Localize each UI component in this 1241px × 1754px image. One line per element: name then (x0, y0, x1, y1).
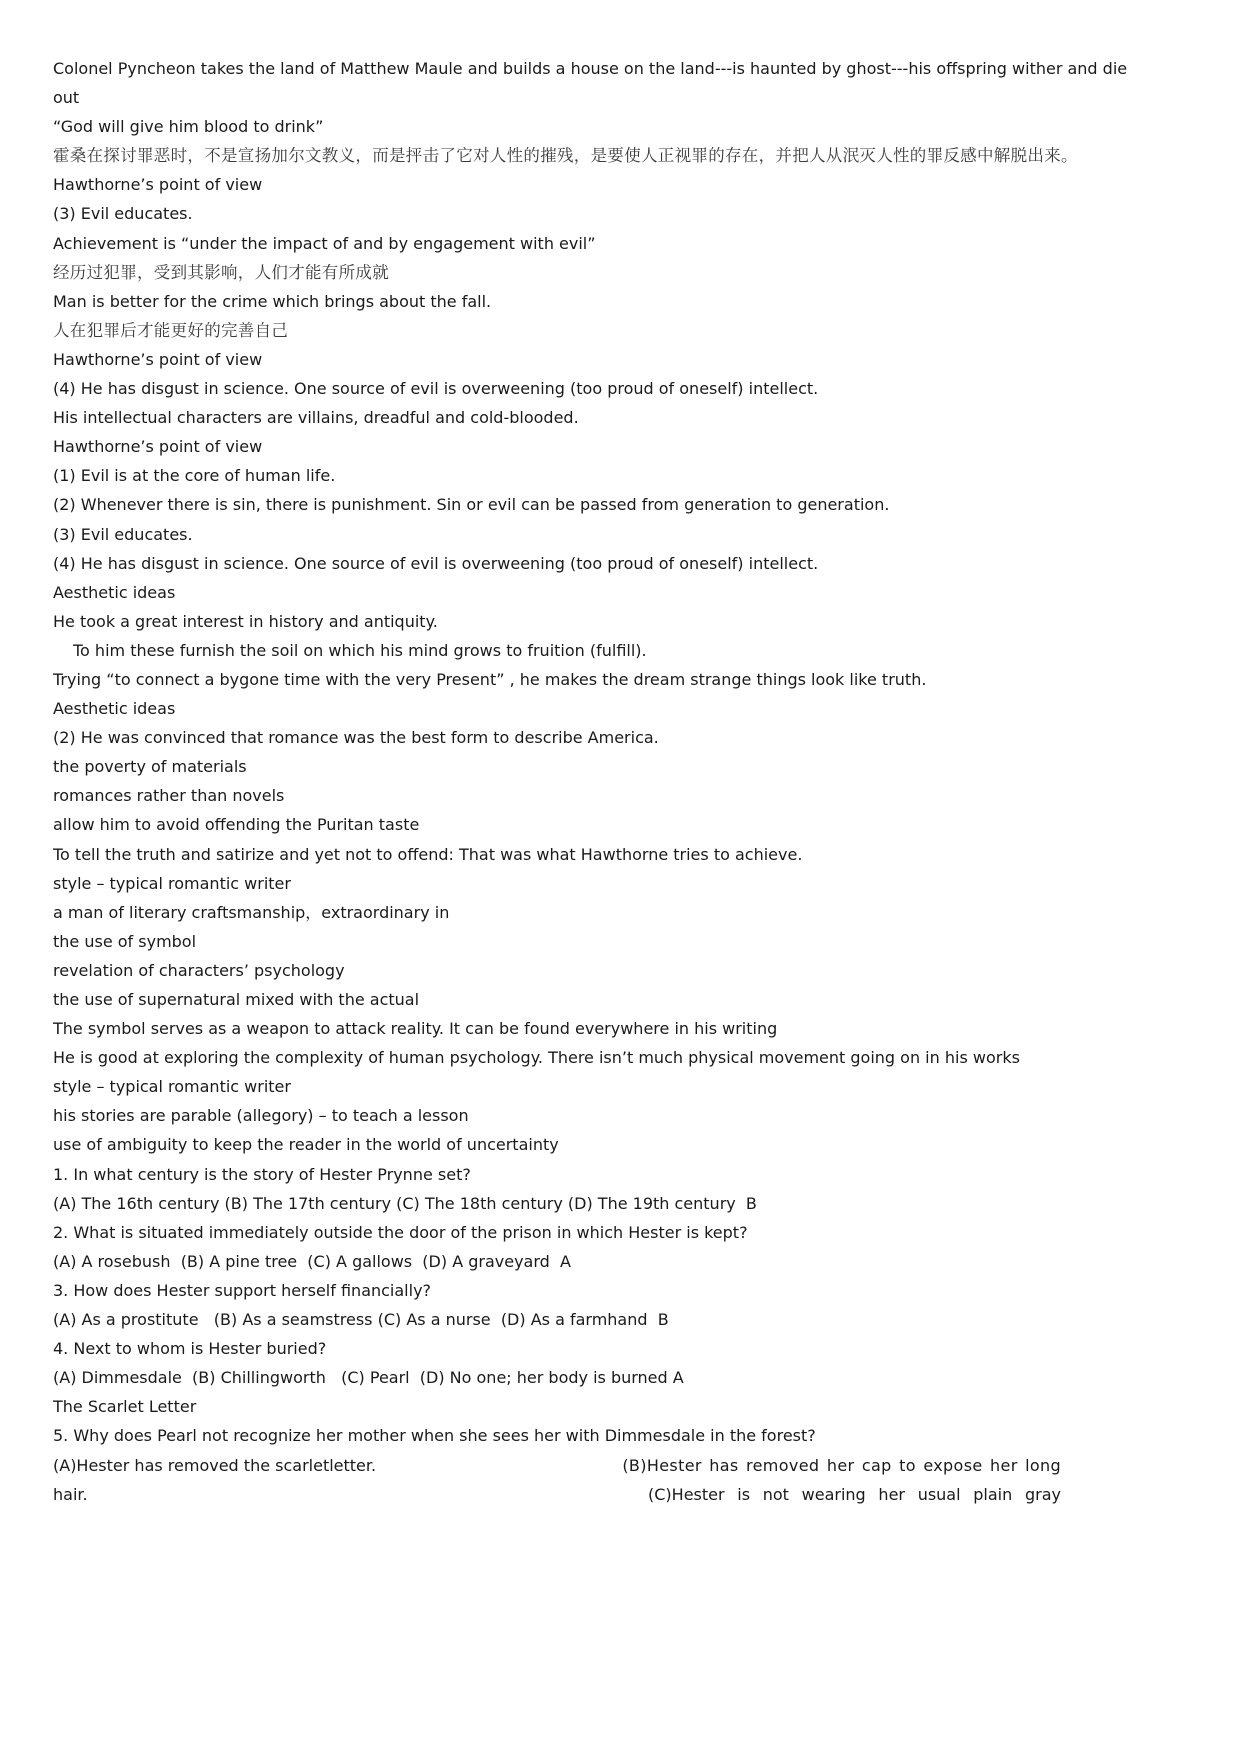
q5-options-row-1 (53, 1451, 1061, 1480)
text-line: style – typical romantic writer (53, 1077, 291, 1097)
chinese-text-line: 霍桑在探讨罪恶时，不是宣扬加尔文教义，而是抨击了它对人性的摧残，是要使人正视罪的存在，并把人从泯灭人性的罪反感中解脱出来。 (53, 146, 1078, 166)
q5-option-c-word: (C)Hester (648, 1484, 725, 1504)
text-line: Hawthorne’s point of view (53, 175, 263, 195)
text-line: (A) The 16th century (B) The 17th century (C) The 18th century (D) The 19th century B (53, 1193, 757, 1213)
text-line: 1. In what century is the story of Hester Prynne set? (53, 1164, 471, 1184)
text-line: (A) As a prostitute (B) As a seamstress (C) As a nurse (D) As a farmhand B (53, 1310, 669, 1330)
text-line: (4) He has disgust in science. One source of evil is overweening (too proud of oneself) intellect. (53, 379, 819, 399)
text-line: the use of supernatural mixed with the actual (53, 990, 420, 1009)
text-line: 2. What is situated immediately outside the door of the prison in which Hester is kept? (53, 1222, 748, 1242)
text-line: “God will give him blood to drink” (53, 117, 324, 137)
text-line: out (53, 88, 80, 108)
q5-option-a: (A)Hester has removed the scarletletter. (53, 1455, 377, 1475)
text-line: The Scarlet Letter (53, 1397, 197, 1417)
q5-option-c (648, 1480, 1061, 1509)
text-line: To tell the truth and satirize and yet not to offend: That was what Hawthorne tries to achieve. (53, 844, 803, 864)
text-line: Achievement is “under the impact of and by engagement with evil” (53, 233, 596, 253)
text-line: (A) Dimmesdale (B) Chillingworth (C) Pearl (D) No one; her body is burned A (53, 1368, 684, 1388)
q5-option-c-word: is (737, 1484, 751, 1504)
text-line: the poverty of materials (53, 757, 247, 777)
text-line: Aesthetic ideas (53, 582, 176, 602)
text-line: (2) He was convinced that romance was the best form to describe America. (53, 728, 659, 748)
text-line: He took a great interest in history and antiquity. (53, 611, 438, 631)
chinese-text-line: 人在犯罪后才能更好的完善自己 (53, 320, 289, 340)
document-page (53, 54, 1128, 1509)
text-line: revelation of characters’ psychology (53, 960, 345, 980)
document-body (53, 54, 1128, 1451)
text-line: (A) A rosebush (B) A pine tree (C) A gallows (D) A graveyard A (53, 1251, 571, 1271)
text-line: use of ambiguity to keep the reader in the world of uncertainty (53, 1135, 559, 1155)
text-line: (3) Evil educates. (53, 204, 193, 224)
text-line: (3) Evil educates. (53, 524, 193, 544)
q5-option-c-word: gray (1024, 1484, 1061, 1504)
text-line: The symbol serves as a weapon to attack reality. It can be found everywhere in his writing (53, 1019, 778, 1039)
text-line: Aesthetic ideas (53, 699, 176, 719)
text-line: allow him to avoid offending the Puritan taste (53, 815, 420, 835)
q5-option-c-word: not (762, 1484, 789, 1504)
q5-option-c-word: usual (917, 1484, 961, 1504)
text-line: His intellectual characters are villains, dreadful and cold-blooded. (53, 408, 579, 428)
chinese-text-line: 经历过犯罪，受到其影响，人们才能有所成就 (53, 262, 389, 282)
text-line: Hawthorne’s point of view (53, 437, 263, 457)
text-line: He is good at exploring the complexity of human psychology. There isn’t much physical movement going on in his works (53, 1048, 1020, 1068)
text-line: Man is better for the crime which brings about the fall. (53, 291, 492, 311)
text-line: (4) He has disgust in science. One source of evil is overweening (too proud of oneself) intellect. (53, 553, 819, 573)
text-line: the use of symbol (53, 931, 197, 951)
q5-option-b-continued: hair. (53, 1484, 88, 1504)
text-line: 4. Next to whom is Hester buried? (53, 1339, 327, 1359)
text-line: a man of literary craftsmanship，extraordinary in (53, 902, 450, 922)
text-line: (2) Whenever there is sin, there is punishment. Sin or evil can be passed from generation to generation. (53, 495, 890, 515)
text-line: (1) Evil is at the core of human life. (53, 466, 336, 486)
text-line: Trying “to connect a bygone time with the very Present” , he makes the dream strange things look like truth. (53, 669, 927, 689)
q5-options-row-2 (53, 1480, 1061, 1509)
q5-option-b: (B)Hester has removed her cap to expose her long (622, 1455, 1061, 1475)
text-line: romances rather than novels (53, 786, 285, 806)
q5-option-c-word: plain (973, 1484, 1013, 1504)
q5-option-c-word: her (878, 1484, 905, 1504)
text-line: 5. Why does Pearl not recognize her mother when she sees her with Dimmesdale in the forest? (53, 1426, 816, 1446)
text-line: Hawthorne’s point of view (53, 349, 263, 369)
text-line: To him these furnish the soil on which his mind grows to fruition (fulfill). (73, 640, 647, 660)
text-line: Colonel Pyncheon takes the land of Matthew Maule and builds a house on the land---is haunted by ghost---his offspring wither and die (53, 59, 1128, 78)
text-line: 3. How does Hester support herself financially? (53, 1280, 432, 1300)
text-line: his stories are parable (allegory) – to teach a lesson (53, 1106, 469, 1126)
q5-option-c-word: wearing (801, 1484, 866, 1504)
text-line: style – typical romantic writer (53, 873, 291, 893)
